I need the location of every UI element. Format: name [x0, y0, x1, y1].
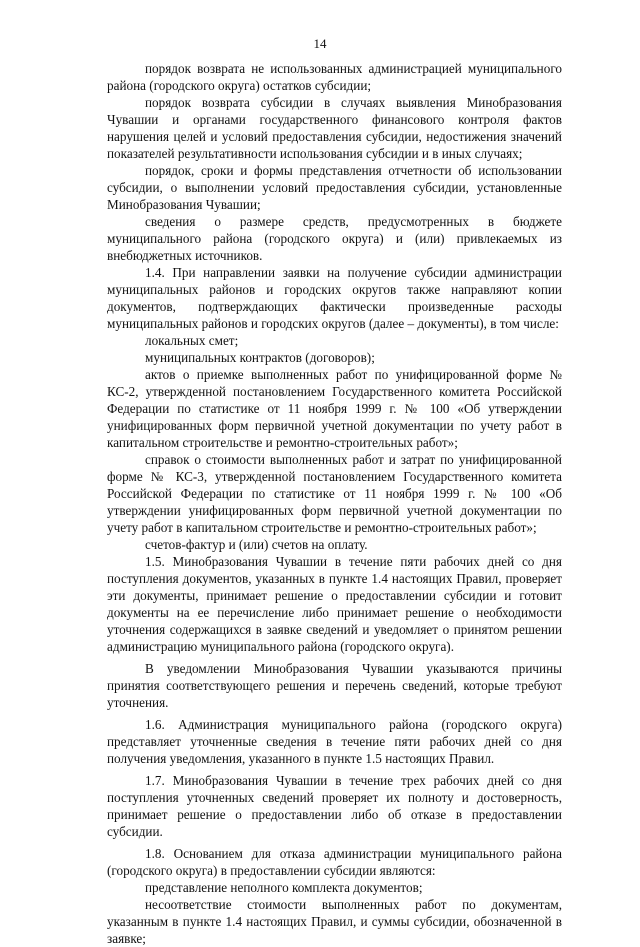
paragraph: несоответствие стоимости выполненных работ по документам, указанным в пункте 1.4 настоящих Правил, и суммы субсидии, обозначенной в заявке; [107, 897, 562, 946]
paragraph: локальных смет; [145, 333, 239, 348]
paragraph: порядок возврата субсидии в случаях выявления Минобразования Чувашии и органами государственного финансового контроля фактов нарушения целей и условий предоставления субсидии, недостижения значений показателей результативности использования субсидии и в иных случаях; [107, 95, 562, 161]
paragraph: 1.7. Минобразования Чувашии в течение трех рабочих дней со дня поступления уточненных сведений проверяет их полноту и достоверность, принимает решение о предоставлении либо об отказе в предоставлении субсидии. [107, 773, 562, 839]
paragraph: В уведомлении Минобразования Чувашии указываются причины принятия соответствующего решения и перечень сведений, которые требуют уточнения. [107, 661, 562, 710]
paragraph: порядок, сроки и формы представления отчетности об использовании субсидии, о выполнении условий предоставления субсидии, установленные Минобразования Чувашии; [107, 163, 562, 212]
paragraph: счетов-фактур и (или) счетов на оплату. [145, 537, 368, 552]
paragraph: 1.6. Администрация муниципального района (городского округа) представляет уточненные сведения в течение пяти рабочих дней со дня получения уведомления, указанного в пункте 1.5 настоящих Правил. [107, 717, 562, 766]
paragraph: 1.5. Минобразования Чувашии в течение пяти рабочих дней со дня поступления документов, указанных в пункте 1.4 настоящих Правил, проверяет эти документы, принимает решение о предоставлении субсидии и готовит документы на ее перечисление либо принимает решение о необходимости уточнения содержащихся в заявке сведений и уведомляет о принятом решении администрацию муниципального района (городского округа). [107, 554, 562, 654]
paragraph: 1.4. При направлении заявки на получение субсидии администрации муниципальных районов и городских округов также направляют копии документов, подтверждающих фактически произведенные расходы муниципальных районов и городских округов (далее – документы), в том числе: [107, 265, 562, 331]
paragraph: справок о стоимости выполненных работ и затрат по унифицированной форме № КС-3, утвержденной постановлением Государственного комитета Российской Федерации по статистике от 11 ноября 1999 г. № 100 «Об утверждении унифицированных форм первичной учетной документации по учету работ в капитальном строительстве и ремонтно-строительных работ»; [107, 452, 562, 535]
paragraph: актов о приемке выполненных работ по унифицированной форме № КС-2, утвержденной постановлением Государственного комитета Российской Федерации по статистике от 11 ноября 1999 г. № 100 «Об утверждении унифицированных форм первичной учетной документации по учету работ в капитальном строительстве и ремонтно-строительных работ»; [107, 367, 562, 450]
document-body [107, 60, 562, 947]
paragraph: муниципальных контрактов (договоров); [145, 350, 375, 365]
paragraph: 1.8. Основанием для отказа администрации муниципального района (городского округа) в предоставлении субсидии являются: [107, 846, 562, 878]
paragraph: порядок возврата не использованных администрацией муниципального района (городского округа) остатков субсидии; [107, 61, 562, 93]
paragraph: сведения о размере средств, предусмотренных в бюджете муниципального района (городского округа) и (или) привлекаемых из внебюджетных источников. [107, 214, 562, 263]
paragraph: представление неполного комплекта документов; [145, 880, 423, 895]
page-number: 14 [313, 36, 327, 51]
